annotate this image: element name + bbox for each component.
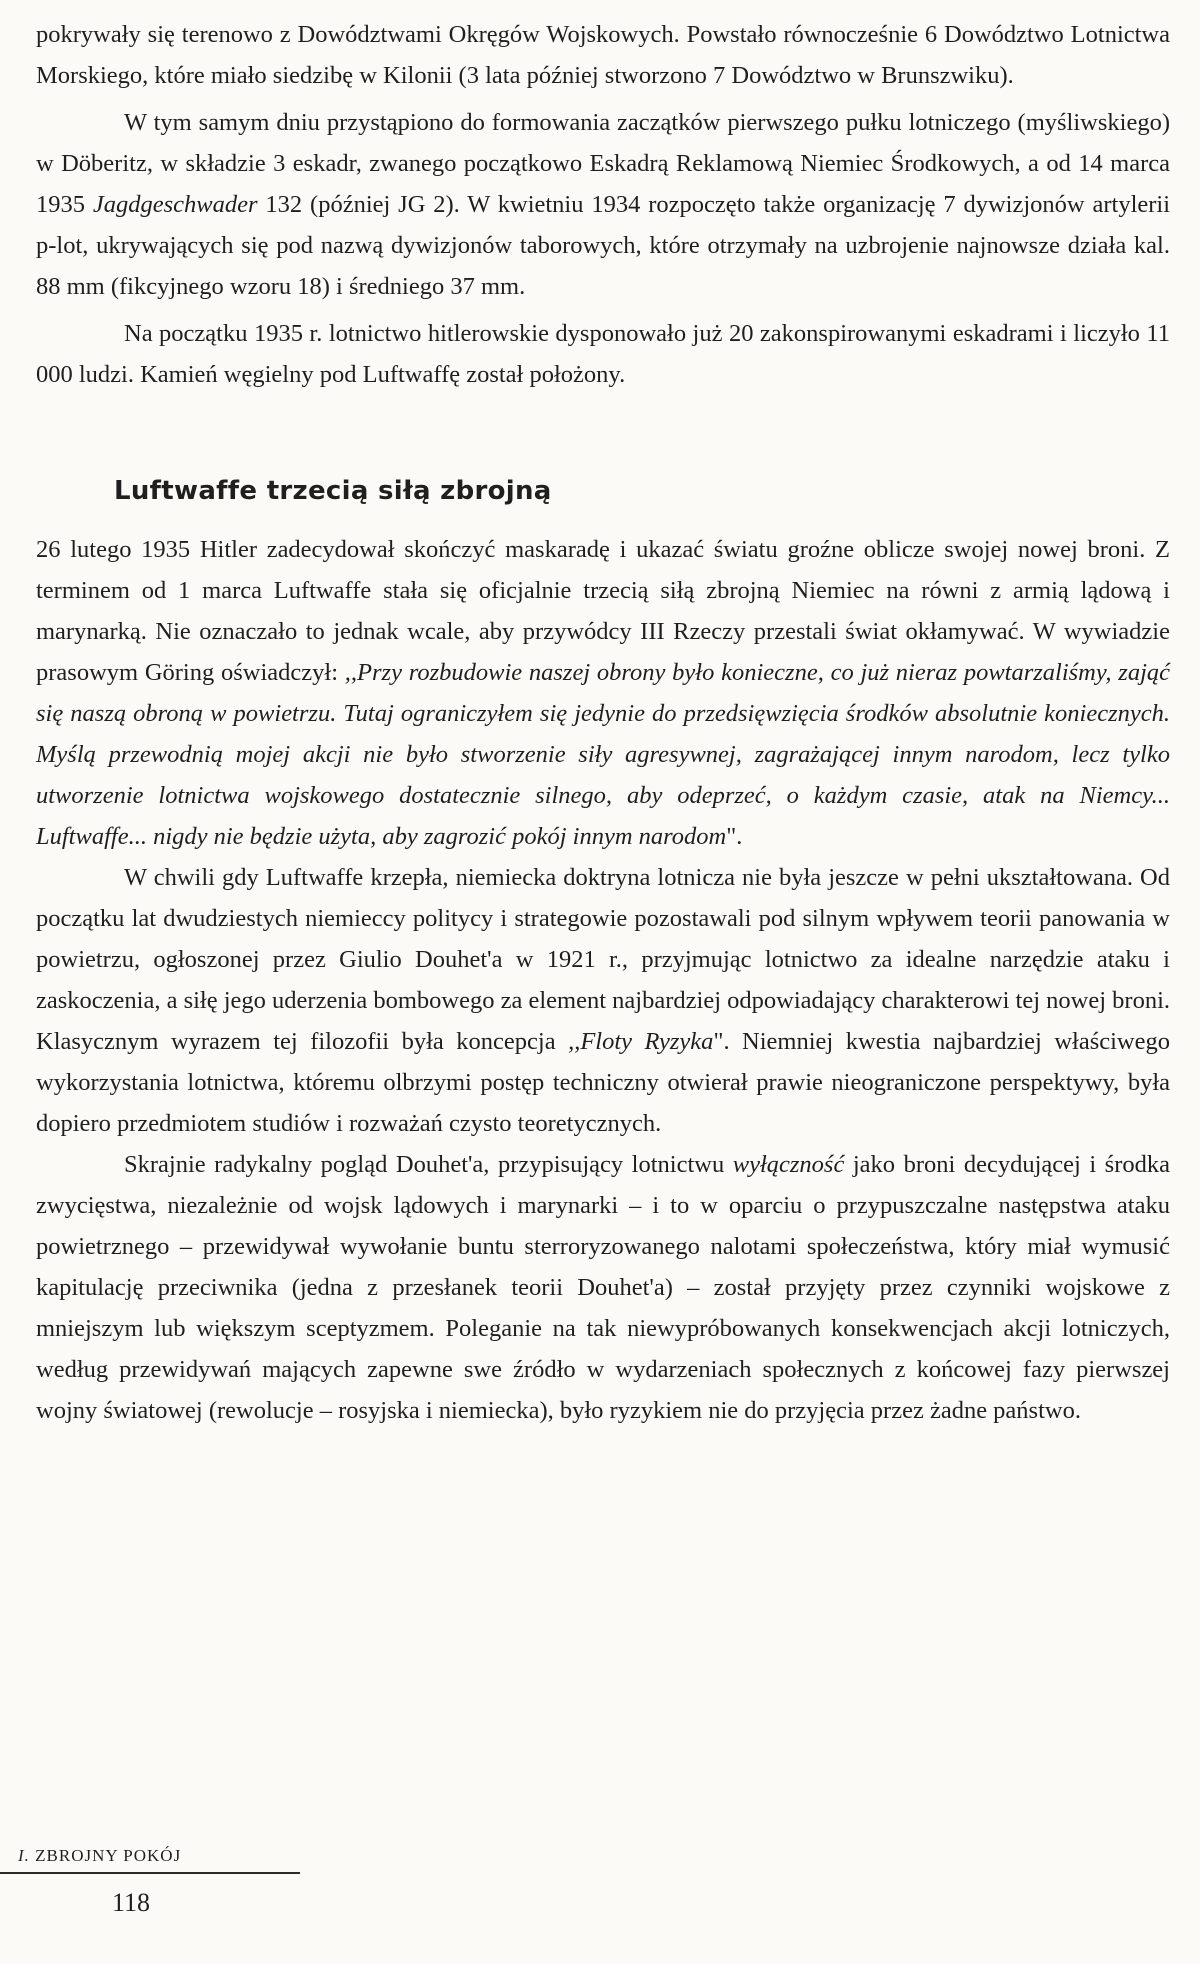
paragraph-continuation: pokrywały się terenowo z Dowództwami Okręgów Wojskowych. Powstało równocześnie 6 Dowództwo Lotnictwa Morskiego, które miało siedzibę w Kilonii (3 lata później stworzono 7 Dowództwo w Brunszwiku). [36, 21, 1170, 89]
chapter-number: I. [18, 1846, 30, 1865]
paragraph-goring-interview: 26 lutego 1935 Hitler zadecydował skończyć maskaradę i ukazać światu groźne oblicze swojej nowej broni. Z terminem od 1 marca Luftwaffe stała się oficjalnie trzecią siłą zbrojną Niemiec na równi z armią lądową i marynarką. Nie oznaczało to jednak wcale, aby przywódcy III Rzeczy przestali świat okłamywać. W wywiadzie prasowym Göring oświadczył: ,,Przy rozbudowie naszej obrony było konieczne, co już nieraz powtarzaliśmy, zająć się naszą obroną w powietrzu. Tutaj ograniczyłem się jedynie do przedsięwzięcia środków absolutnie koniecznych. Myślą przewodnią mojej akcji nie było stworzenie siły agresywnej, zagrażającej innym narodom, lecz tylko utworzenie lotnictwa wojskowego dostatecznie silnego, aby odeprzeć, o każdym czasie, atak na Niemcy... Luftwaffe... nigdy nie będzie użyta, aby zagrozić pokój innym narodom". [36, 536, 1170, 850]
page-number: 118 [112, 1887, 151, 1917]
paragraph-douhet-theory: W chwili gdy Luftwaffe krzepła, niemiecka doktryna lotnicza nie była jeszcze w pełni ukształtowana. Od początku lat dwudziestych niemieccy politycy i strategowie pozostawali pod silnym wpływem teorii panowania w powietrzu, ogłoszonej przez Giulio Douhet'a w 1921 r., przyjmując lotnictwo za idealne narzędzie ataku i zaskoczenia, a siłę jego uderzenia bombowego za element najbardziej odpowiadający charakterowi tej nowej broni. Klasycznym wyrazem tej filozofii była koncepcja ,,Floty Ryzyka". Niemniej kwestia najbardziej właściwego wykorzystania lotnictwa, któremu olbrzymi postęp techniczny otwierał prawie nieograniczone perspektywy, była dopiero przedmiotem studiów i rozważań czysto teoretycznych. [36, 864, 1170, 1137]
body-text [36, 14, 1170, 1431]
page-footer [0, 1846, 300, 1918]
italic-term: Jagdgeschwader [92, 191, 258, 218]
section-heading: Luftwaffe trzecią siłą zbrojną [114, 476, 552, 506]
floty-ryzyka: ,,Floty Ryzyka [568, 1028, 714, 1055]
goring-quote: ,,Przy rozbudowie naszej obrony było konieczne, co już nieraz powtarzaliśmy, zająć się naszą obroną w powietrzu. Tutaj ograniczyłem się jedynie do przedsięwzięcia środków absolutnie koniecznych. Myślą przewodnią mojej akcji nie było stworzenie siły agresywnej, zagrażającej innym narodom, lecz tylko utworzenie lotnictwa wojskowego dostatecznie silnego, aby odeprzeć, o każdym czasie, atak na Niemcy... Luftwaffe... nigdy nie będzie użyta, aby zagrozić pokój innym narodom [36, 659, 1170, 850]
paragraph-doberitz: W tym samym dniu przystąpiono do formowania zaczątków pierwszego pułku lotniczego (myśliwskiego) w Döberitz, w składzie 3 eskadr, zwanego początkowo Eskadrą Reklamową Niemiec Środkowych, a od 14 marca 1935 Jagdgeschwader 132 (później JG 2). W kwietniu 1934 rozpoczęto także organizację 7 dywizjonów artylerii p-lot, ukrywających się pod nazwą dywizjonów taborowych, które otrzymały na uzbrojenie najnowsze działa kal. 88 mm (fikcyjnego wzoru 18) i średniego 37 mm. [36, 109, 1171, 300]
wylacznosc-term: wyłączność [732, 1151, 845, 1178]
footer-rule [0, 1872, 300, 1874]
paragraph-1935-squadrons: Na początku 1935 r. lotnictwo hitlerowskie dysponowało już 20 zakonspirowanymi eskadrami i liczyło 11 000 ludzi. Kamień węgielny pod Luftwaffę został położony. [36, 320, 1170, 388]
running-head [0, 1846, 300, 1866]
paragraph-douhet-radical: Skrajnie radykalny pogląd Douhet'a, przypisujący lotnictwu wyłączność jako broni decydującej i środka zwycięstwa, niezależnie od wojsk lądowych i marynarki – i to w oparciu o przypuszczalne następstwa ataku powietrznego – przewidywał wywołanie buntu sterroryzowanego nalotami społeczeństwa, który miał wymusić kapitulację przeciwnika (jedna z przesłanek teorii Douhet'a) – został przyjęty przez czynniki wojskowe z mniejszym lub większym sceptyzmem. Poleganie na tak niewypróbowanych konsekwencjach akcji lotniczych, według przewidywań mających zapewne swe źródło w wydarzeniach społecznych z końcowej fazy pierwszej wojny światowej (rewolucje – rosyjska i niemiecka), było ryzykiem nie do przyjęcia przez żadne państwo. [36, 1151, 1170, 1424]
chapter-title: ZBROJNY POKÓJ [35, 1846, 182, 1865]
